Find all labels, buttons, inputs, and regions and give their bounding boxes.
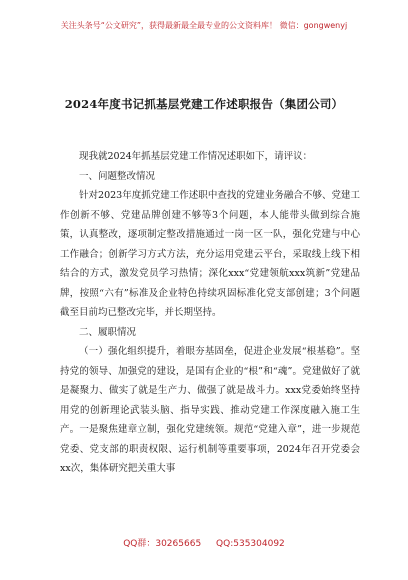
section-heading-1: 一、问题整改情况 bbox=[79, 170, 156, 182]
paragraph-problem-rectification: 针对2023年度抓党建工作述职中查找的党建业务融合不够、党建工作创新不够、党建品牌创建不够等3个问题，本人能带头做到综合施策，认真整改，逐项制定整改措施通过一岗一区一队，强化党建与中心工作融合；创新学习方式方法，充分运用党建云平台，采取线上线下相结合的方式，激发党员学习热情；深化xxx“党建领航xxx筑新”党建品牌，按照“六有”标准及企业特色持续巩固标准化党支部创建；3个问题截至目前均已整改完毕，并长期坚持。 bbox=[60, 190, 360, 318]
footer-qq-number: QQ:535304092 bbox=[216, 539, 285, 549]
intro-paragraph: 现我就2024年抓基层党建工作情况述职如下，请评议： bbox=[79, 151, 313, 162]
paragraph-duty-performance: （一）强化组织提升，着眼夯基固垒，促进企业发展“根基稳”。坚持党的领导、加强党的建设，是国有企业的“根”和“魂”。党建做好了就是凝聚力、做实了就是生产力、做强了就是战斗力。xxx党委始终坚持用党的创新理论武装头脑、指导实践、推动党建工作深度融入施工生产。一是聚焦建章立制，强化党建统领。规范“党建入章”，进一步规范党委、党支部的职责权限、运行机制等重要事项，2024年召开党委会xx次，集体研究把关重大事 bbox=[60, 346, 360, 474]
document-title: 2024年度书记抓基层党建工作述职报告（集团公司） bbox=[64, 97, 344, 111]
section-heading-2: 二、履职情况 bbox=[79, 326, 137, 338]
footer-contact bbox=[0, 536, 408, 549]
document-body bbox=[60, 147, 360, 479]
footer-qq-group: QQ群：30265665 bbox=[123, 539, 202, 549]
top-banner: 关注头条号“公文研究”，获得最新最全最专业的公文资料库！ 微信：gongwenyj bbox=[60, 21, 348, 30]
